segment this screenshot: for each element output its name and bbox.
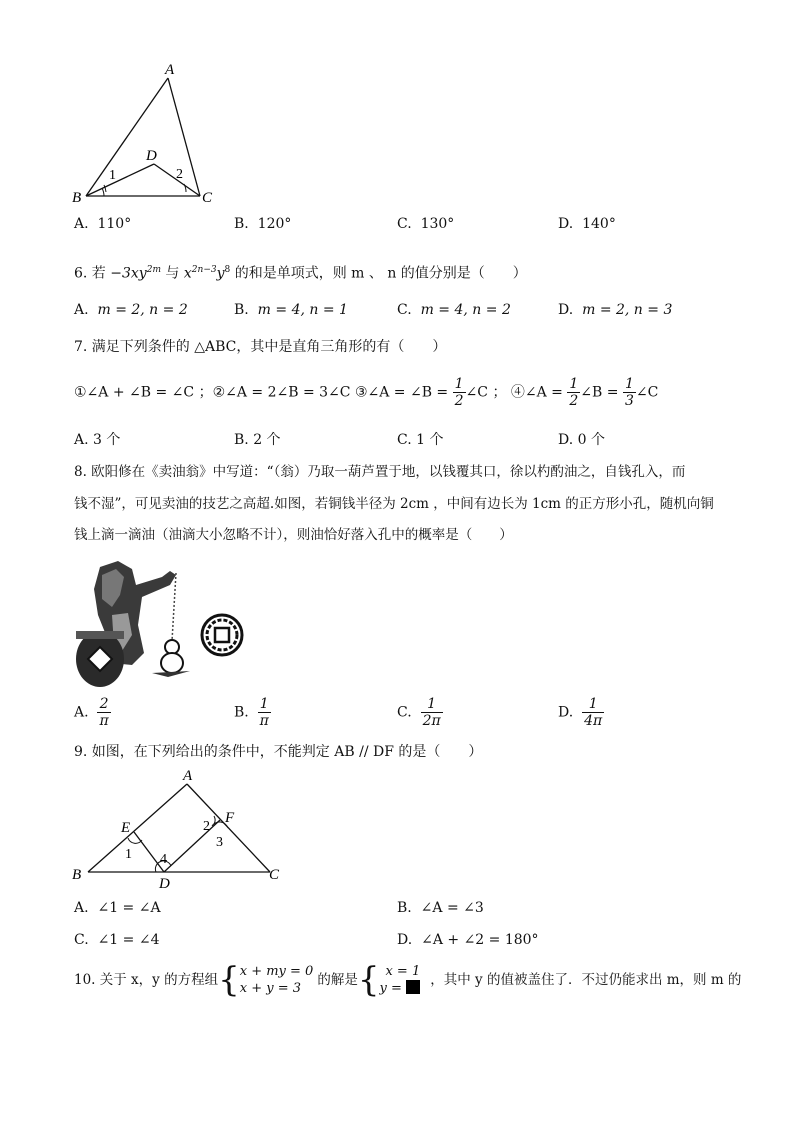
fraction: $\frac{1}{\pi}$	[259, 696, 269, 729]
q9-vertex-e: E	[121, 820, 131, 836]
q6-exp3: 8	[224, 265, 231, 275]
q9-angle-3: 3	[216, 835, 223, 850]
q6-exp2: 2n−3	[191, 265, 217, 275]
triangle-abc-figure	[70, 58, 230, 208]
option-letter: B.	[234, 216, 249, 232]
option-letter: A.	[74, 900, 89, 916]
q10-mid: 的解是	[317, 972, 358, 988]
q8-line-3: 钱上滴一滴油（油滴大小忽略不计），则油恰好落入孔中的概率是（ ）	[74, 527, 513, 543]
q8-option-a[interactable]	[74, 696, 111, 729]
q9-vertex-c: C	[269, 867, 280, 883]
left-brace: {	[218, 960, 240, 1000]
option-letter: C.	[74, 932, 89, 948]
q9-option-a[interactable]	[74, 898, 161, 918]
vertex-b-label: B	[72, 190, 82, 206]
q8-option-b[interactable]	[234, 696, 271, 729]
option-text: 110°	[97, 216, 132, 232]
option-letter: B.	[397, 900, 412, 916]
q7-stem: 7. 满足下列条件的 △ABC，其中是直角三角形的有（ ）	[74, 339, 447, 355]
option-letter: C.	[397, 216, 412, 232]
vertex-d-label: D	[146, 148, 157, 164]
q6-term2b: y	[216, 265, 225, 282]
fraction: $\frac{1}{2}$	[569, 376, 579, 409]
q9-vertex-b: B	[72, 867, 82, 883]
q6-stem	[74, 260, 527, 284]
option-text: m = 2, n = 3	[582, 302, 673, 318]
q7-cond-tail: ∠C ； ④∠A =	[465, 384, 563, 401]
q6-option-b[interactable]	[234, 300, 348, 320]
fraction: $\frac{1}{3}$	[624, 376, 634, 409]
q10-stem	[74, 960, 742, 1000]
fraction: $\frac{1}{2}$	[454, 376, 464, 409]
option-text: 140°	[582, 216, 616, 232]
option-text: m = 2, n = 2	[97, 302, 188, 318]
option-text: ∠1 = ∠A	[97, 900, 161, 916]
q9-angle-1: 1	[125, 847, 132, 862]
covered-value-block	[406, 980, 420, 994]
q6-option-d[interactable]	[558, 300, 672, 320]
option-letter: D.	[558, 302, 574, 318]
option-text: 3 个	[93, 432, 121, 448]
q5-option-c[interactable]	[397, 214, 454, 234]
q7-conditions	[74, 376, 658, 409]
q7-option-d[interactable]	[558, 430, 605, 450]
left-brace: {	[357, 960, 380, 1000]
angle-2-label: 2	[176, 167, 183, 182]
option-letter: A.	[74, 432, 89, 448]
q7-option-a[interactable]	[74, 430, 120, 450]
option-text: m = 4, n = 2	[420, 302, 511, 318]
triangle-abc-parallel-figure	[70, 766, 300, 888]
q9-vertex-a: A	[183, 768, 193, 784]
option-text: m = 4, n = 1	[257, 302, 348, 318]
equation-system: x + my = 0 x + y = 3	[239, 964, 314, 996]
q7-cond-text: ①∠A + ∠B = ∠C ；②∠A = 2∠B = 3∠C ③∠A = ∠B =	[74, 384, 449, 401]
q6-exp1: 2m	[146, 265, 161, 275]
option-letter: B.	[234, 704, 249, 721]
angle-1-label: 1	[109, 168, 116, 183]
option-letter: A.	[74, 704, 89, 721]
option-text: 120°	[257, 216, 292, 232]
q7-option-c[interactable]	[397, 430, 443, 450]
q10-post: ，其中 y 的值被盖住了．不过仍能求出 m，则 m 的	[430, 972, 742, 988]
option-letter: D.	[397, 932, 413, 948]
q6-term1: −3xy	[110, 265, 147, 282]
q8-option-d[interactable]	[558, 696, 604, 729]
q9-option-b[interactable]	[397, 898, 484, 918]
option-text: 0 个	[577, 432, 605, 448]
option-text: 2 个	[253, 432, 281, 448]
option-text: ∠1 = ∠4	[97, 932, 160, 948]
q6-mid: 与	[160, 265, 184, 282]
q9-option-c[interactable]	[74, 930, 159, 950]
oil-seller-illustration	[72, 555, 252, 695]
option-letter: B.	[234, 432, 249, 448]
q10-pre: 10. 关于 x，y 的方程组	[74, 972, 219, 988]
q8-line-2: 钱不湿”，可见卖油的技艺之高超.如图，若铜钱半径为 2cm ，中间有边长为 1cm 的正方形小孔，随机向铜	[74, 496, 714, 512]
fraction: $\frac{2}{\pi}$	[99, 696, 109, 729]
option-letter: C.	[397, 432, 412, 448]
option-text: ∠A = ∠3	[420, 900, 484, 916]
q6-suffix: 的和是单项式，则 m 、 n 的值分别是（ ）	[230, 265, 527, 282]
q7-cond-mid: ∠B =	[580, 384, 619, 401]
q5-option-d[interactable]	[558, 214, 616, 234]
q9-angle-4: 4	[160, 852, 167, 867]
option-letter: A.	[74, 216, 89, 232]
q9-option-d[interactable]	[397, 930, 539, 950]
q9-vertex-d: D	[159, 876, 170, 888]
option-letter: B.	[234, 302, 249, 318]
fraction: $\frac{1}{2\pi}$	[422, 696, 441, 729]
q5-option-a[interactable]	[74, 214, 131, 234]
vertex-a-label: A	[165, 62, 175, 78]
option-letter: C.	[397, 302, 412, 318]
option-letter: D.	[558, 704, 574, 721]
q5-option-b[interactable]	[234, 214, 291, 234]
q7-cond-end: ∠C	[635, 384, 659, 401]
q9-angle-2: 2	[203, 819, 210, 834]
option-letter: A.	[74, 302, 89, 318]
option-letter: D.	[558, 216, 574, 232]
option-text: 130°	[420, 216, 455, 232]
q6-option-c[interactable]	[397, 300, 511, 320]
option-text: 1 个	[416, 432, 444, 448]
vertex-c-label: C	[202, 190, 213, 206]
q9-vertex-f: F	[225, 810, 235, 826]
option-letter: C.	[397, 704, 412, 721]
solution-system: x = 1 y =	[379, 964, 421, 996]
q6-term2: x	[183, 265, 192, 282]
q9-stem: 9. 如图，在下列给出的条件中，不能判定 AB // DF 的是（ ）	[74, 744, 483, 760]
q8-line-1: 8. 欧阳修在《卖油翁》中写道：“（翁）乃取一葫芦置于地，以钱覆其口，徐以杓酌油之，自钱孔入，而	[74, 464, 686, 480]
q6-option-a[interactable]	[74, 300, 188, 320]
option-letter: D.	[558, 432, 574, 448]
option-text: ∠A + ∠2 = 180°	[421, 932, 539, 948]
q8-option-c[interactable]	[397, 696, 443, 729]
q7-option-b[interactable]	[234, 430, 281, 450]
fraction: $\frac{1}{4\pi}$	[584, 696, 603, 729]
q6-prefix: 6. 若	[74, 265, 111, 282]
